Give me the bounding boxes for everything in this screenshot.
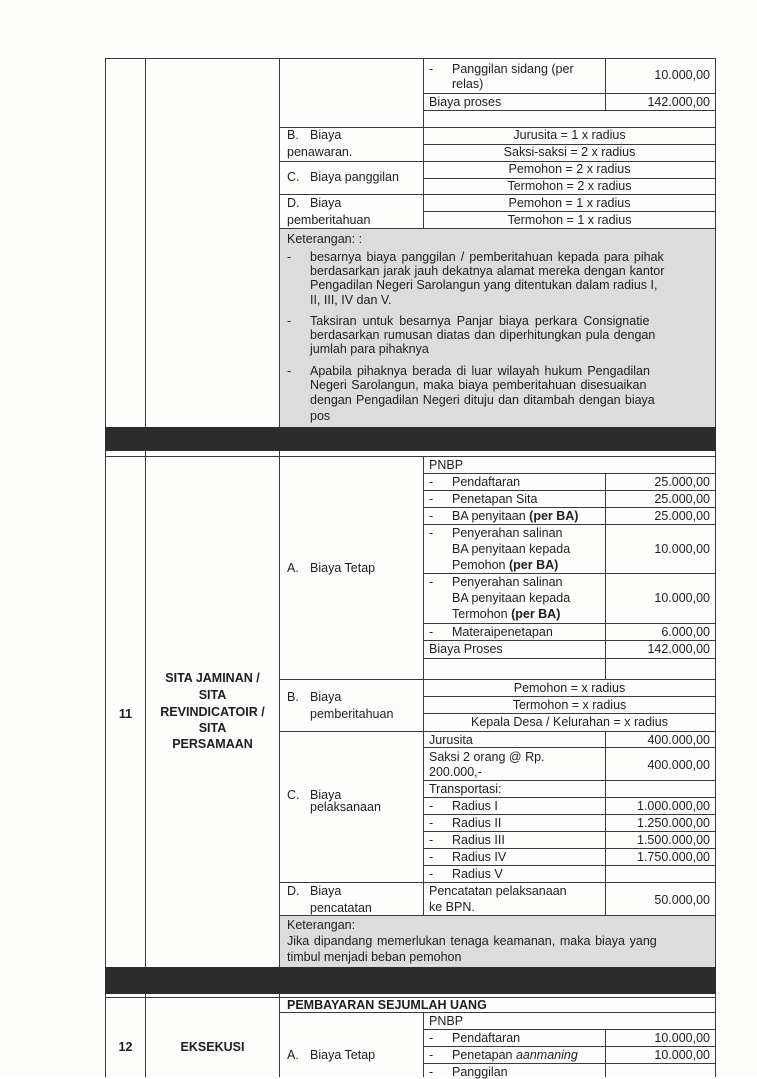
radius-formula: Pemohon = 2 x radius <box>508 162 631 176</box>
item-label: pemberitahuan <box>310 707 394 721</box>
saksi-amount: 400.000,00 <box>647 758 710 772</box>
row-line <box>423 780 716 781</box>
table-border-left <box>105 58 106 1077</box>
item-letter: A. <box>287 561 299 575</box>
item-letter: B. <box>287 690 299 704</box>
row-line <box>423 658 716 659</box>
fee-label: BA penyitaan (per BA) <box>452 509 579 523</box>
dash-marker: - <box>429 1048 434 1062</box>
radius-amount: 1.500.000,00 <box>637 833 710 847</box>
item-label: Biaya Tetap <box>310 561 376 575</box>
dash-marker: - <box>429 1031 434 1045</box>
item-label: pemberitahuan <box>287 213 371 227</box>
radius-formula: Kepala Desa / Kelurahan = x radius <box>471 715 668 729</box>
note-line: Apabila pihaknya berada di luar wilayah hukum Pengadilan <box>310 364 650 378</box>
radius-formula: Termohon = 1 x radius <box>507 213 632 227</box>
pencatatan-desc: ke BPN. <box>429 900 475 914</box>
biaya-proses-label: Biaya proses <box>429 95 502 109</box>
dash-marker: - <box>429 625 434 639</box>
fee-label: Penyerahan salinan <box>452 575 563 589</box>
row-line <box>279 1012 716 1013</box>
dash-marker: - <box>287 364 292 378</box>
dash-marker: - <box>429 850 434 864</box>
dash-marker: - <box>429 509 434 523</box>
item-label: pelaksanaan <box>310 800 381 814</box>
note-line: berdasarkan rumusan diatas dan diperhitungkan pula dengan <box>310 328 656 342</box>
item-letter: D. <box>287 884 300 898</box>
row-line <box>279 679 716 680</box>
fee-amount: 10.000,00 <box>654 1048 710 1062</box>
fee-label: relas) <box>452 77 484 91</box>
item-letter: C. <box>287 788 300 802</box>
note-line: pos <box>310 409 331 423</box>
saksi-label: 200.000,- <box>429 765 482 779</box>
radius-label: Radius V <box>452 867 503 881</box>
transport-label: Transportasi: <box>429 782 502 796</box>
fee-label: Penyerahan salinan <box>452 526 563 540</box>
fee-amount: 10.000,00 <box>654 591 710 605</box>
biaya-proses-label: Biaya Proses <box>429 642 503 656</box>
section-title: SITA JAMINAN / <box>165 671 260 685</box>
dash-marker: - <box>429 816 434 830</box>
radius-label: Radius III <box>452 833 505 847</box>
radius-amount: 1.250.000,00 <box>637 816 710 830</box>
item-label: Biaya <box>310 128 342 142</box>
fee-amount: 10.000,00 <box>654 542 710 556</box>
section-number: 11 <box>118 707 133 721</box>
fee-label: Penetapan Sita <box>452 492 538 506</box>
fee-amount: 25.000,00 <box>654 509 710 523</box>
pencatatan-desc: Pencatatan pelaksanaan <box>429 884 567 898</box>
section-title: EKSEKUSI <box>180 1040 245 1054</box>
pencatatan-amount: 50.000,00 <box>654 893 710 907</box>
dash-marker: - <box>429 867 434 881</box>
radius-label: Radius I <box>452 799 498 813</box>
note-line: dengan Pengadilan Negeri dituju dan ditambah dengan biaya <box>310 393 655 407</box>
biaya-proses-amount: 142.000,00 <box>647 95 710 109</box>
note-line: Jika dipandang memerlukan tenaga keamanan, maka biaya yang <box>287 934 657 948</box>
radius-formula: Termohon = 2 x radius <box>507 179 632 193</box>
item-label: Biaya <box>310 196 342 210</box>
fee-amount: 10.000,00 <box>654 1031 710 1045</box>
dash-marker: - <box>429 492 434 506</box>
item-label: penawaran. <box>287 145 353 159</box>
radius-label: Radius II <box>452 816 502 830</box>
fee-amount: 10.000,00 <box>654 68 710 82</box>
dash-marker: - <box>429 62 434 76</box>
row-line <box>423 747 716 748</box>
item-letter: C. <box>287 170 300 184</box>
notes-title: Keterangan: <box>287 918 356 932</box>
row-line <box>423 865 716 866</box>
item-letter: A. <box>287 1048 299 1062</box>
fee-amount: 25.000,00 <box>654 492 710 506</box>
jurusita-amount: 400.000,00 <box>647 733 710 747</box>
pnbp-label: PNBP <box>429 1014 464 1028</box>
note-line: jumlah para pihaknya <box>310 342 429 356</box>
item-label: Biaya <box>310 690 342 704</box>
radius-amount: 1.750.000,00 <box>637 850 710 864</box>
row-line <box>105 456 716 457</box>
row-line <box>423 623 716 624</box>
notes-title: Keterangan: : <box>287 232 363 246</box>
dash-marker: - <box>287 314 292 328</box>
radius-label: Radius IV <box>452 850 507 864</box>
row-line <box>279 731 716 732</box>
item-label: Biaya <box>310 788 342 802</box>
col-divider-amount <box>605 658 606 679</box>
row-line <box>279 882 716 883</box>
fee-label: Pendaftaran <box>452 1031 521 1045</box>
item-label: Biaya panggilan <box>310 170 399 184</box>
col-divider-sub <box>423 1012 424 1077</box>
section-number: 12 <box>118 1040 133 1054</box>
section-title: REVINDICATOIR / <box>160 705 265 719</box>
section-heading: PEMBAYARAN SEJUMLAH UANG <box>287 998 487 1012</box>
fee-label: Penetapan aanmaning <box>452 1048 578 1062</box>
dash-marker: - <box>429 475 434 489</box>
fee-amount: 6.000,00 <box>661 625 710 639</box>
radius-formula: Pemohon = 1 x radius <box>508 196 631 210</box>
row-line <box>279 194 716 195</box>
row-line <box>423 831 716 832</box>
saksi-label: Saksi 2 orang @ Rp. <box>429 750 545 764</box>
section-separator <box>105 427 716 451</box>
dash-marker: - <box>429 799 434 813</box>
radius-amount: 1.000.000,00 <box>637 799 710 813</box>
row-line <box>423 1063 716 1064</box>
pnbp-label: PNBP <box>429 458 464 472</box>
row-line <box>423 524 716 525</box>
radius-formula: Jurusita = 1 x radius <box>513 128 626 142</box>
fee-label: Termohon (per BA) <box>452 607 561 621</box>
item-label: pencatatan <box>310 901 372 915</box>
fee-label: Pemohon (per BA) <box>452 558 559 572</box>
item-label: Biaya Tetap <box>310 1048 376 1062</box>
fee-amount: 25.000,00 <box>654 475 710 489</box>
row-line <box>423 573 716 574</box>
row-line <box>423 797 716 798</box>
note-line: Taksiran untuk besarnya Panjar biaya perkara Consignatie <box>310 314 650 328</box>
row-line <box>423 1029 716 1030</box>
note-line: berdasarkan jarak jauh dekatnya alamat mereka dengan kantor <box>310 264 665 278</box>
note-line: Pengadilan Negeri Sarolangun yang ditentukan dalam radius I, <box>310 278 658 292</box>
dash-marker: - <box>429 1065 434 1079</box>
jurusita-label: Jurusita <box>429 733 473 747</box>
row-line <box>423 814 716 815</box>
section-title: SITA <box>198 688 227 702</box>
radius-formula: Pemohon = x radius <box>513 681 626 695</box>
row-line <box>423 211 716 212</box>
fee-label: Materaipenetapan <box>452 625 553 639</box>
note-line: besarnya biaya panggilan / pemberitahuan kepada para pihak <box>310 250 664 264</box>
fee-label: Panggilan sidang (per <box>452 62 574 76</box>
row-line <box>423 848 716 849</box>
row-line <box>423 640 716 641</box>
section-separator <box>105 967 716 994</box>
col-divider-number <box>145 58 146 1077</box>
fee-label: BA penyitaan kepada <box>452 542 571 556</box>
dash-marker: - <box>429 575 434 589</box>
note-line: Negeri Sarolangun, maka biaya pemberitahuan disesuaikan <box>310 378 647 392</box>
item-label: Biaya <box>310 884 342 898</box>
note-line: timbul menjadi beban pemohon <box>287 950 462 964</box>
section-title: SITA <box>198 721 227 735</box>
row-line <box>423 473 716 474</box>
section-title: PERSAMAAN <box>172 737 253 751</box>
table-border-top <box>105 58 716 59</box>
row-line <box>423 490 716 491</box>
item-letter: B. <box>287 128 299 142</box>
dash-marker: - <box>429 833 434 847</box>
fee-label: Pendaftaran <box>452 475 521 489</box>
biaya-proses-amount: 142.000,00 <box>647 642 710 656</box>
dash-marker: - <box>287 250 292 264</box>
row-line <box>423 110 716 111</box>
row-line <box>423 696 716 697</box>
radius-formula: Termohon = x radius <box>512 698 627 712</box>
row-line <box>423 507 716 508</box>
dash-marker: - <box>429 526 434 540</box>
note-line: II, III, IV dan V. <box>310 293 392 307</box>
item-letter: D. <box>287 196 300 210</box>
radius-formula: Saksi-saksi = 2 x radius <box>503 145 636 159</box>
fee-label: BA penyitaan kepada <box>452 591 571 605</box>
row-line <box>423 93 716 94</box>
row-line <box>423 713 716 714</box>
fee-label: Panggilan <box>452 1065 508 1079</box>
row-line <box>423 1046 716 1047</box>
